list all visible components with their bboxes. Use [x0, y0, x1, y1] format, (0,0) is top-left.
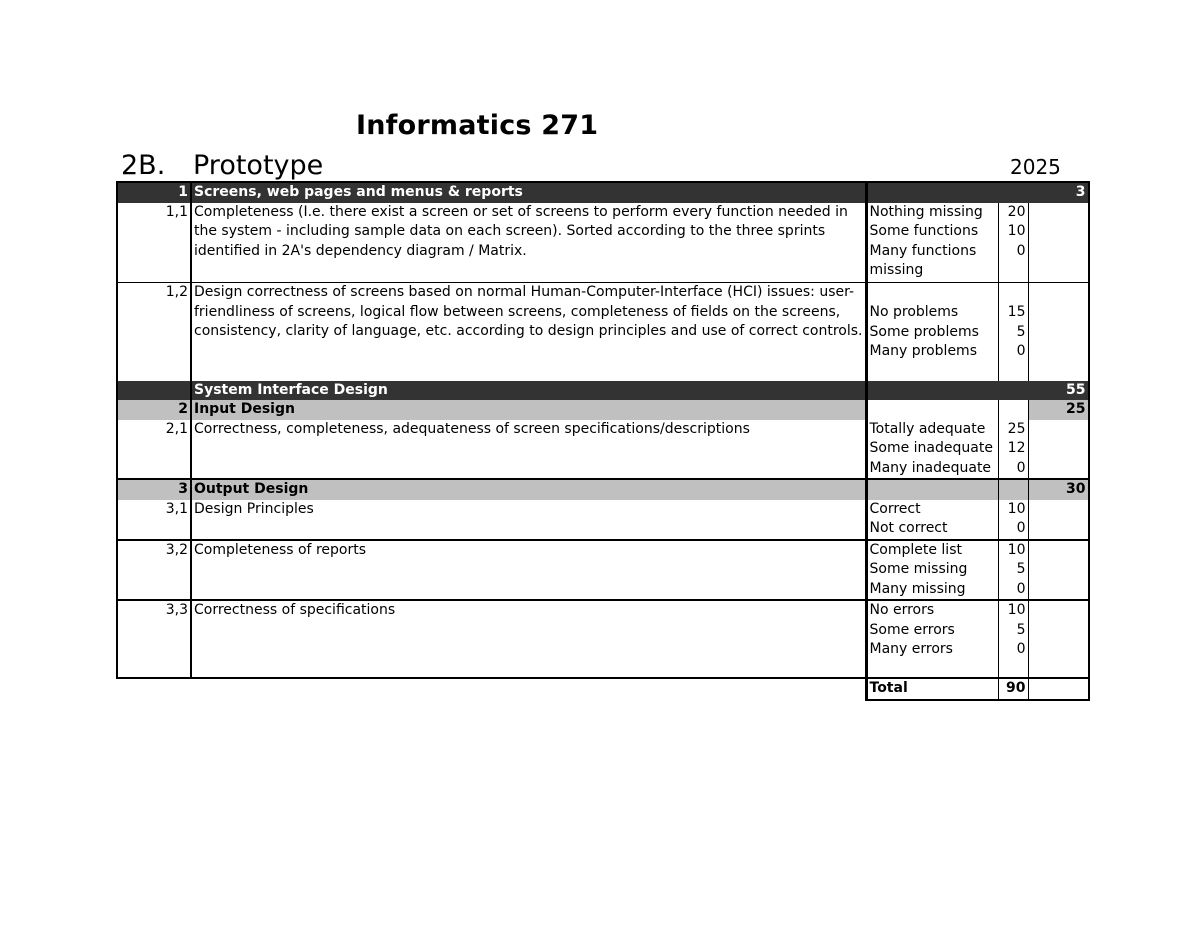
section-label: Input Design: [191, 400, 866, 420]
rubric-table: [116, 181, 1090, 701]
section-row-system-interface: [117, 381, 1089, 401]
criterion-description: Design correctness of screens based on normal Human-Computer-Interface (HCI) issues: user- friendliness of screens, logical flow between screens, completeness of fields on the screens, consistency, clarity of language, etc. according to design principles and use of correct controls.: [191, 283, 866, 381]
criterion-number: 3,2: [117, 540, 191, 601]
criterion-description: Correctness, completeness, adequateness of screen specifications/descriptions: [194, 420, 750, 437]
section-points: 3: [1028, 182, 1089, 203]
total-awarded: [1028, 678, 1089, 700]
year-label: 2025: [1010, 155, 1061, 179]
document-title: Informatics 271: [356, 110, 599, 141]
awarded-score: [1028, 600, 1089, 678]
section-number: 2: [117, 400, 191, 420]
criterion-number: 1,2: [117, 283, 191, 381]
section-number: 1: [117, 182, 191, 203]
criterion-description: Completeness of reports: [191, 540, 866, 601]
table-row: [117, 500, 1089, 540]
criterion-number: 3,1: [117, 500, 191, 540]
section-label: System Interface Design: [191, 381, 866, 401]
section-points: 55: [1028, 381, 1089, 401]
score-levels: Nothing missing Some functions Many functions missing: [866, 203, 998, 283]
table-row: [117, 203, 1089, 283]
section-row-output-design: [117, 479, 1089, 500]
awarded-score: [1028, 420, 1089, 480]
criterion-number: 2,1: [117, 420, 191, 480]
criterion-description: Correctness of specifications: [191, 600, 866, 678]
section-number: 3: [117, 479, 191, 500]
total-label: Total: [866, 678, 998, 700]
awarded-score: [1028, 500, 1089, 540]
criterion-description: Design Principles: [194, 500, 314, 517]
score-values: 10 5 0: [998, 600, 1028, 678]
section-label: Screens, web pages and menus & reports: [191, 182, 866, 203]
section-label: Output Design: [191, 479, 866, 500]
score-values: 15 5 0: [998, 283, 1028, 381]
table-row: [117, 420, 1089, 480]
table-row: [117, 600, 1089, 678]
awarded-score: [1028, 540, 1089, 601]
score-values: 20 10 0: [998, 203, 1028, 283]
section-number: 2B.: [121, 150, 166, 181]
section-row-screens: [117, 182, 1089, 203]
section-row-input-design: [117, 400, 1089, 420]
section-points: 30: [1028, 479, 1089, 500]
score-values: 10 5 0: [998, 540, 1028, 601]
score-values: 25 12 0: [998, 420, 1028, 480]
score-values: 10 0: [998, 500, 1028, 540]
criterion-description: Completeness (I.e. there exist a screen or set of screens to perform every function needed in the system - including sample data on each screen). Sorted according to the three sprints identified in 2A's dependency diagram / Matrix.: [194, 203, 848, 259]
section-title: Prototype: [193, 150, 324, 181]
awarded-score: [1028, 203, 1089, 283]
score-levels: Totally adequate Some inadequate Many inadequate: [866, 420, 998, 480]
awarded-score: [1028, 283, 1089, 381]
criterion-number: 1,1: [117, 203, 191, 283]
score-levels: Correct Not correct: [866, 500, 998, 540]
table-row: [117, 283, 1089, 381]
score-levels: Complete list Some missing Many missing: [866, 540, 998, 601]
score-levels: No errors Some errors Many errors: [866, 600, 998, 678]
table-row: [117, 540, 1089, 601]
section-points: 25: [1028, 400, 1089, 420]
total-value: 90: [998, 678, 1028, 700]
total-row: [117, 678, 1089, 700]
score-levels: No problems Some problems Many problems: [866, 283, 998, 381]
criterion-number: 3,3: [117, 600, 191, 678]
